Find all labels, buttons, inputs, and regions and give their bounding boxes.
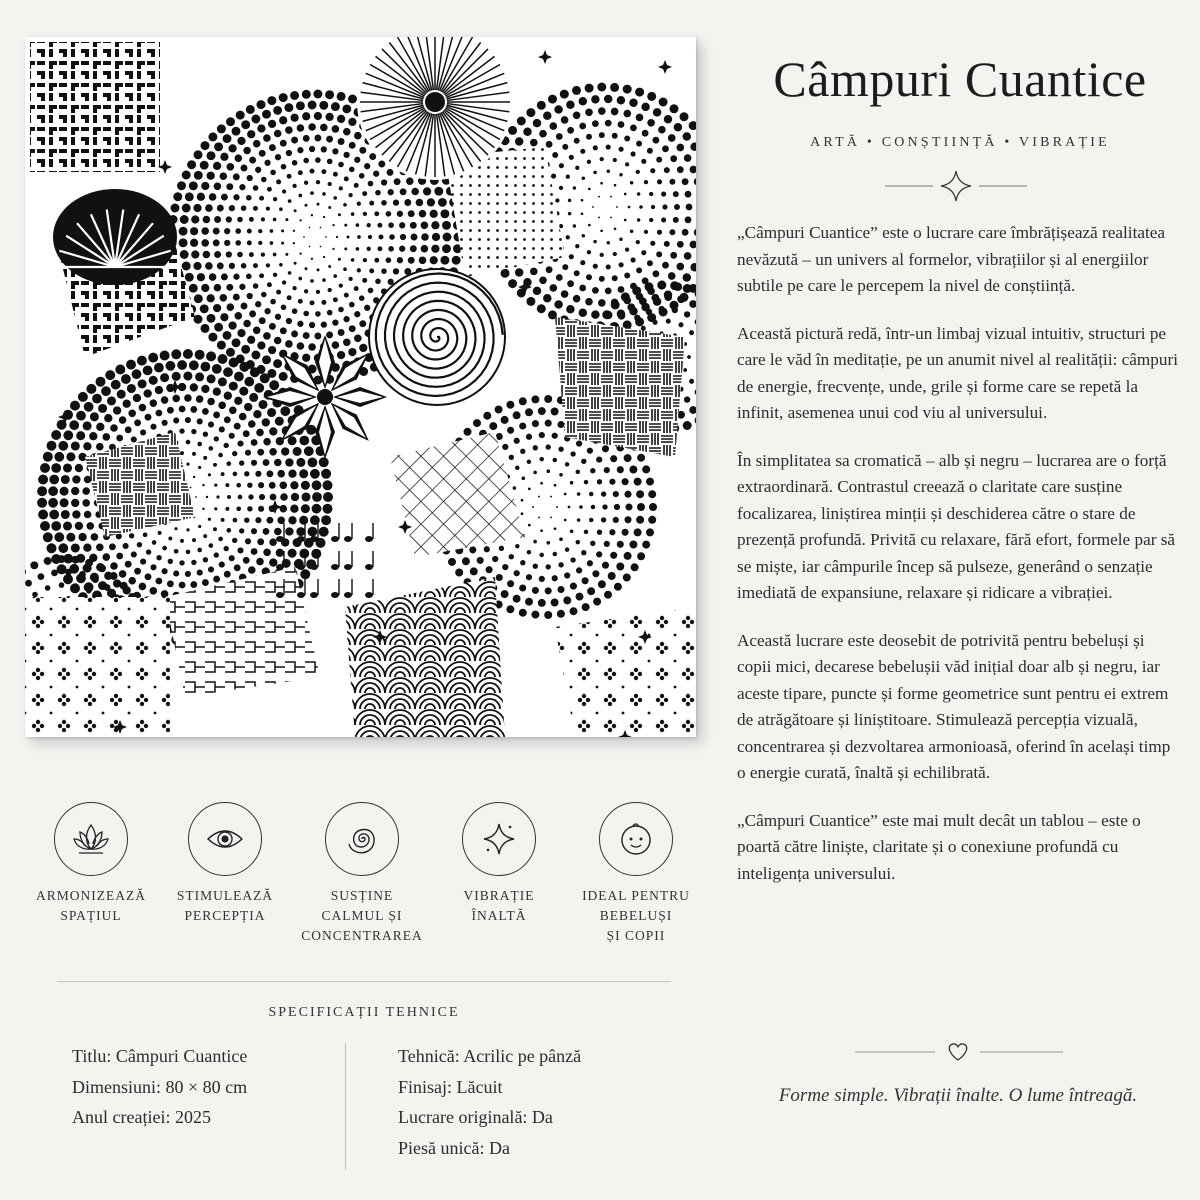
description-paragraph: În simplitatea sa cromatică – alb și negru – lucrarea are o forță extraordinară. Contrastul creează o claritate care susține focalizarea, liniștirea minții și deschiderea către o stare de prezență profundă. Privită cu relaxare, fără efort, formele par să se miște, iar câmpurile încep să pulseze, generând o senzație imediată de expansiune, relaxare și ridicare a vibrației. xyxy=(737,450,1176,602)
lotus-icon xyxy=(69,817,113,861)
spiral-icon xyxy=(340,817,384,861)
sparkle-icon xyxy=(477,817,521,861)
specs-right-column xyxy=(398,1041,581,1163)
spec-item: Finisaj: Lăcuit xyxy=(398,1076,503,1097)
feature-icon-circle xyxy=(599,802,673,876)
spec-item: Dimensiuni: 80 × 80 cm xyxy=(72,1076,248,1097)
feature-label: SUSȚINE CALMUL ȘI CONCENTRAREA xyxy=(301,888,423,943)
spec-item: Anul creației: 2025 xyxy=(72,1107,211,1127)
feature-harmonize xyxy=(21,802,161,926)
feature-label: IDEAL PENTRU BEBELUȘI ȘI COPII xyxy=(582,888,690,943)
baby-face-icon xyxy=(614,817,658,861)
heart-ornament-divider xyxy=(855,1039,1063,1065)
specs-heading: SPECIFICAȚII TEHNICE xyxy=(268,1005,460,1020)
specs-column-divider xyxy=(345,1043,346,1170)
feature-icon-circle xyxy=(325,802,399,876)
description xyxy=(737,220,1183,887)
sparkle-icon xyxy=(941,171,971,201)
description-paragraph: Această pictură redă, într-un limbaj vizual intuitiv, structuri pe care le văd în meditație, pe un anumit nivel al realității: câmpuri de energie, frecvențe, unde, grile și forme care se repetă la infinit, asemenea unui cod viu al universului. xyxy=(737,323,1178,422)
spec-item: Titlu: Câmpuri Cuantice xyxy=(72,1046,248,1066)
feature-babies xyxy=(566,802,706,946)
spec-item: Piesă unică: Da xyxy=(398,1137,510,1158)
page-title: Câmpuri Cuantice xyxy=(773,51,1147,107)
feature-calm xyxy=(292,802,432,946)
feature-perception xyxy=(155,802,295,926)
feature-icon-circle xyxy=(188,802,262,876)
spec-item: Tehnică: Acrilic pe pânză xyxy=(398,1046,582,1066)
description-paragraph: Această lucrare este deosebit de potrivită pentru bebeluși și copii mici, decarese bebelușii văd inițial doar alb și negru, iar aceste tipare, puncte și forme geometrice sunt pentru ei extrem de atrăgătoare și liniștitoare. Stimulează percepția vizuală, concentrarea și dezvoltarea armonioasă, oferind în același timp o energie curată, înaltă și echilibrată. xyxy=(737,630,1171,782)
spec-item: Lucrare originală: Da xyxy=(398,1107,553,1127)
feature-label: VIBRAȚIE ÎNALTĂ xyxy=(463,888,535,923)
feature-label: STIMULEAZĂ PERCEPȚIA xyxy=(176,888,274,923)
star-ornament-divider xyxy=(885,168,1027,204)
feature-icon-circle xyxy=(462,802,536,876)
artwork-pattern xyxy=(25,37,696,737)
tagline: Forme simple. Vibrații înalte. O lume întreagă. xyxy=(778,1085,1138,1106)
section-divider xyxy=(57,981,671,982)
specs-left-column xyxy=(72,1041,247,1133)
feature-vibration xyxy=(429,802,569,926)
artwork-canvas xyxy=(25,37,696,737)
description-paragraph: „Câmpuri Cuantice” este mai mult decât un tablou – este o poartă către liniște, claritate și o conexiune profundă cu inteligența universului. xyxy=(737,810,1141,883)
page-subtitle: ARTĂ • CONȘTIINȚĂ • VIBRAȚIE xyxy=(810,135,1110,150)
description-paragraph: „Câmpuri Cuantice” este o lucrare care îmbrățișează realitatea nevăzută – un univers al formelor, vibrațiilor și al energiilor subtile pe care le percepem la nivel de conștiință. xyxy=(737,223,1166,295)
heart-icon xyxy=(949,1044,966,1060)
feature-icon-circle xyxy=(54,802,128,876)
eye-icon xyxy=(203,817,247,861)
feature-label: ARMONIZEAZĂ SPAȚIUL xyxy=(36,888,146,923)
